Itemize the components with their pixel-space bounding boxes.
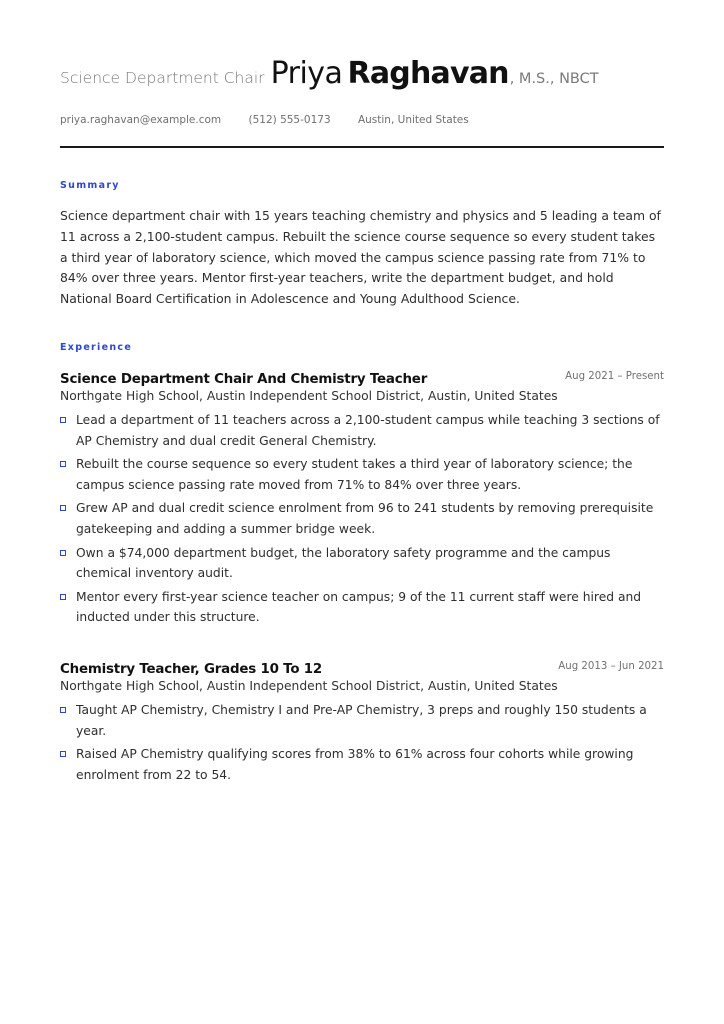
contact-line	[60, 114, 493, 126]
bullet-text: Lead a department of 11 teachers across a 2,100-student campus while teaching 3 sections of AP Chemistry and dual credit General Chemistry.	[76, 413, 660, 448]
square-bullet-icon	[60, 707, 66, 713]
bullet-text: Own a $74,000 department budget, the laboratory safety programme and the campus chemical inventory audit.	[76, 545, 611, 581]
summary-text: Science department chair with 15 years teaching chemistry and physics and 5 leading a team of 11 across a 2,100-student campus. Rebuilt the science course sequence so every student takes a third year of laboratory science, which moved the campus science passing rate from 71% to 84% over three years. Mentor first-year teachers, write the department budget, and hold National Board Certification in Adolescence and Young Adulthood Science.	[60, 208, 661, 307]
credentials: , M.S., NBCT	[509, 71, 599, 87]
first-name: Priya	[270, 56, 343, 91]
bullet-text: Grew AP and dual credit science enrolment from 96 to 241 students by removing prerequisite gatekeeping and adding a summer bridge week.	[76, 501, 654, 536]
square-bullet-icon	[60, 550, 66, 556]
square-bullet-icon	[60, 461, 66, 467]
email-link[interactable]: priya.raghavan@example.com	[60, 114, 222, 126]
summary-heading: Summary	[60, 180, 120, 191]
resume-header	[60, 56, 664, 91]
list-item	[60, 410, 664, 451]
job-bullet-list	[60, 700, 664, 785]
list-item	[60, 744, 664, 785]
header-divider	[60, 146, 664, 148]
job-dates: Aug 2013 – Jun 2021	[558, 661, 664, 672]
job-title: Science Department Chair And Chemistry Teacher	[60, 372, 428, 387]
square-bullet-icon	[60, 505, 66, 511]
job-organization: Northgate High School, Austin Independent School District, Austin, United States	[60, 679, 558, 693]
experience-entry	[60, 658, 664, 788]
last-name: Raghavan	[347, 56, 509, 91]
job-dates: Aug 2021 – Present	[565, 371, 664, 382]
bullet-text: Rebuilt the course sequence so every student takes a third year of laboratory science; the campus science passing rate moved from 71% to 84% over three years.	[76, 457, 633, 492]
list-item	[60, 454, 664, 495]
phone-number: (512) 555-0173	[248, 114, 331, 126]
experience-entry	[60, 368, 664, 631]
bullet-text: Raised AP Chemistry qualifying scores from 38% to 61% across four cohorts while growing enrolment from 22 to 54.	[76, 747, 634, 782]
experience-heading: Experience	[60, 342, 133, 353]
location: Austin, United States	[357, 114, 469, 126]
list-item	[60, 543, 664, 584]
list-item	[60, 498, 664, 539]
job-role-title: Science Department Chair	[60, 69, 265, 87]
list-item	[60, 700, 664, 741]
square-bullet-icon	[60, 751, 66, 757]
list-item	[60, 587, 664, 628]
job-title: Chemistry Teacher, Grades 10 To 12	[60, 662, 323, 677]
job-bullet-list	[60, 410, 664, 628]
bullet-text: Mentor every first-year science teacher on campus; 9 of the 11 current staff were hired and inducted under this structure.	[76, 589, 642, 625]
bullet-text: Taught AP Chemistry, Chemistry I and Pre-AP Chemistry, 3 preps and roughly 150 students a year.	[76, 703, 647, 738]
job-organization: Northgate High School, Austin Independent School District, Austin, United States	[60, 389, 558, 403]
square-bullet-icon	[60, 417, 66, 423]
square-bullet-icon	[60, 594, 66, 600]
